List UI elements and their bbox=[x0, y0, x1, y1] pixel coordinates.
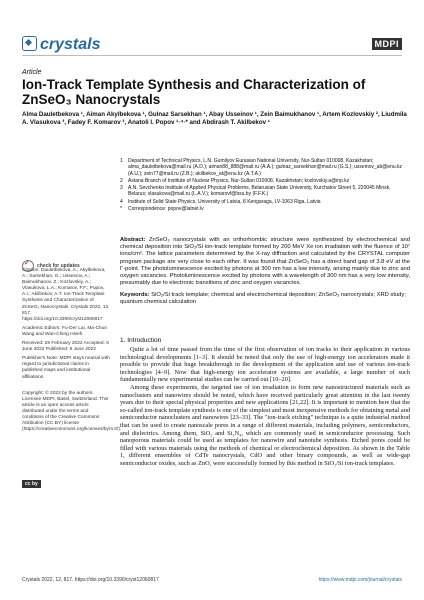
author-list: Alma Dauletbekova ¹, Aiman Akylbekova ¹, Gulnaz Sarsekhan ¹, Abay Usseinov ¹, Zein Baimukhanov ¹, Artem Kozlovskiy ², Liudmila A. Vlasukova ³, Fadey F. Komarov ³, Anatoli I. Popov ¹·⁴·* and Abdirash T. Akilbekov ¹ bbox=[22, 111, 407, 127]
page-footer[interactable]: Crystals 2022, 12, 817. https://doi.org/10.3390/cryst12060817 bbox=[22, 577, 159, 583]
journal-url[interactable]: https://www.mdpi.com/journal/crystals bbox=[318, 577, 402, 583]
journal-logo bbox=[22, 36, 101, 54]
abstract-label: Abstract: bbox=[120, 237, 146, 243]
abstract bbox=[120, 237, 410, 287]
affiliation: 3 A.N. Sevchenko Institute of Applied Physical Problems, Belarusian State University, Kurchatov Street 5, 220045 Minsk, Belarus; vlasukova@mail.ru (L.A.V.); komarovf@bsu.by (F.F.K.) bbox=[120, 185, 391, 198]
journal-logo-icon bbox=[22, 36, 37, 51]
section-heading: 1. Introduction bbox=[120, 337, 162, 344]
dates: Received: 28 February 2022 Accepted: 6 June 2022 Published: 9 June 2022 bbox=[22, 341, 109, 353]
citation: Citation: Dauletbekova, A.; Akylbekova, A.; Sarsekhan, G.; Usseinov, A.; Baimukhanov, Z.; Kozlovskiy, A.; Vlasukova, L.A.; Komarov, F.F.; Popov, A.I.; Akilbekov, A.T. Ion-Track Template Synthesis and Characterization of ZnSeO₃ Nanocrystals. Crystals 2022, 12, 817. https://doi.org/10.3390/cryst12060817 bbox=[22, 268, 110, 322]
copyright: Copyright: © 2022 by the authors. Licensee MDPI, Basel, Switzerland. This article is an open access article distributed under the terms and conditions of the Creative Commons Attribution (CC BY) license (https://creativecommons.org/licenses/by/4.0/). bbox=[22, 390, 122, 433]
keywords-label: Keywords: bbox=[120, 292, 150, 298]
body-text bbox=[120, 346, 410, 468]
paragraph: Quite a lot of time passed from the time of the first observation of ion tracks to their application in various technological developments [1–3]. It should be noted that only the use of high-energy ion accelerators made it possible to provide that huge breakthrough in the development of the application and use of various ion-track technologies [4–9]. Now that high-energy ion accelerator systems are available, a large number of such fundamentally new experimental studies can be carried out [10–20]. bbox=[120, 346, 410, 384]
cc-license-badge[interactable]: cc by bbox=[22, 480, 41, 488]
article-type: Article bbox=[22, 69, 42, 76]
header-rule bbox=[22, 55, 402, 56]
correspondence: * Correspondence: popov@latnet.lv bbox=[120, 206, 204, 213]
publisher-logo: MDPI bbox=[372, 38, 403, 50]
article-title: Ion-Track Template Synthesis and Characterization of ZnSeO₃ Nanocrystals bbox=[22, 77, 366, 107]
publisher-note: Publisher's Note: MDPI stays neutral with regard to jurisdictional claims in published maps and institutional affiliations. bbox=[22, 356, 110, 380]
affiliation: 1 Department of Technical Physics, L.N. Gumilyov Eurasian National University, Nur-Sultan 010008, Kazakhstan; alma_dauletbekova@mail.ru (A.D.); aiman88_888@mail.ru (A.A.); gulnaz_sarsekhan@mail.ru (G.S.); usseinov_ab@enu.kz (A.U.); zein77@mail.ru (Z.B.); akilbekov_at@enu.kz (A.T.A.) bbox=[120, 158, 403, 177]
check-for-updates-button[interactable]: ✓ check for updates bbox=[22, 260, 80, 272]
affiliation: 2 Astana Branch of Institute of Nuclear Physics, Nur-Sultan 010008, Kazakhstan; kozlovskiy.a@inp.kz bbox=[120, 177, 350, 184]
academic-editors: Academic Editors: Fu-Der Lai, Ma-Chun Wang and Wan-Ching Hsieh bbox=[22, 325, 108, 337]
journal-name: crystals bbox=[40, 36, 101, 53]
sidebar-info bbox=[22, 268, 122, 433]
abstract-text: ZnSeO₃ nanocrystals with an orthorhombic structure were synthesized by electrochemical and chemical deposition into SiO₂/Si ion-track template formed by 200 MeV Xe ion irradiation with the fluence of 10⁷ ions/cm². The lattice parameters determined by the X-ray diffraction and calculated by the CRYSTAL computer program package are very close to each other. It was found that ZnSeO₃ has a direct band gap of 3.8 eV at the Γ-point. The photoluminescence excited by photons at 300 nm has a low intensity, arising mainly due to zinc and oxygen vacancies. Photoluminescence excited by photons with a wavelength of 300 nm has a very low intensity, presumably due to electronic transitions of zinc and oxygen vacancies. bbox=[120, 237, 410, 287]
keywords-text: SiO₂/Si track template; chemical and electrochemical deposition; ZnSeO₃ nanocrystals; XRD study; quantum chemical calculation bbox=[120, 292, 406, 306]
paragraph: Among these experiments, the targeted use of ion irradiation to form new nanostructured materials such as nanoclusters and nanowires should be noted, which have received particularly great attention in the last twenty years due to their special physical properties and new applications [21,22]. It is important to mention here that the so-called ion-track template synthesis is one of the simplest and most inexpensive methods for obtaining metal and semiconductor nanoclusters and nanowires [23–33]. The "ion-track etching" technique is a quite industrial method that can be used to create nanoscale pores in a range of different materials, including polymers, semiconductors, and dielectrics. Among them, SiO₂ and Si₃N₄, which are commonly used in semiconductor processing. Such nanoporous materials could be used as templates for nanowire and nanotube synthesis. Etched pores could be filled with various materials using the methods of chemical or electrochemical deposition. As shown in the Table 1, different ensembles of CdTe nanocrystals, CdO and other binary compounds, as well as wide-gap semiconductor oxides, such as ZnO, were successfully formed by this method in SiO₂/Si ion-track templates. bbox=[120, 383, 410, 467]
affiliations bbox=[120, 158, 410, 213]
keywords bbox=[120, 292, 410, 306]
affiliation: 4 Institute of Solid State Physics, University of Latvia, 8 Kengaraga, LV-1063 Riga, Latvia bbox=[120, 198, 321, 205]
